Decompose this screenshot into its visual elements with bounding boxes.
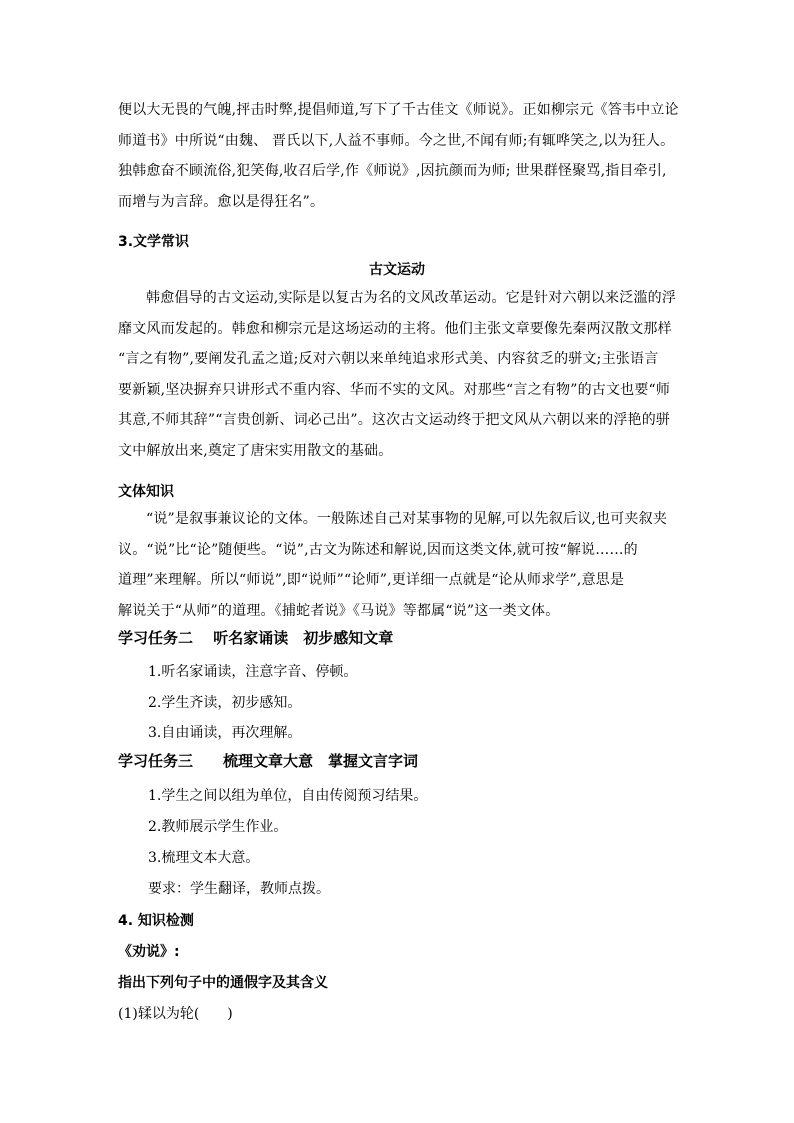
intro-paragraph	[118, 95, 678, 217]
task-3-item: 2.教师展示学生作业。	[148, 819, 288, 835]
paragraph-line: 道理”来理解。所以“师说”,即“说师”“论师”,更详细一点就是“论从师求学”,意思是	[118, 572, 625, 588]
exercise-instruction: 指出下列句子中的通假字及其含义	[118, 975, 328, 991]
task-2-heading: 学习任务二 听名家诵读 初步感知文章	[118, 629, 394, 647]
source-title: 《劝说》:	[118, 944, 180, 960]
variant-character: 𫐓	[137, 1006, 152, 1022]
intro-line: 独韩愈奋不顾流俗,犯笑侮,收召后学,作《师说》,因抗颜而为师; 世果群怪聚骂,指目牵引,	[118, 163, 667, 179]
task-3-item: 1.学生之间以组为单位，自由传阅预习结果。	[148, 788, 428, 804]
intro-line: 师道书》中所说“由魏、 晋氏以下,人益不事师。今之世,不闻有师;有辄哗笑之,以为狂人。	[118, 132, 675, 149]
task-2-item: 1.听名家诵读，注意字音、停顿。	[148, 664, 358, 680]
section-4-heading: 4. 知识检测	[118, 913, 194, 929]
question-number: (1)	[118, 1006, 138, 1022]
genre-paragraph	[118, 504, 678, 626]
paragraph-line: 靡文风而发起的。韩愈和柳宗元是这场运动的主将。他们主张文章要像先秦两汉散文那样	[118, 320, 672, 337]
intro-line: 而增与为言辞。愈以是得狂名”。	[118, 193, 325, 210]
task-2-item: 3.自由诵读，再次理解。	[148, 725, 302, 741]
task-3-heading: 学习任务三 梳理文章大意 掌握文言字词	[118, 752, 419, 770]
task-3-requirement: 要求：学生翻译，教师点拨。	[148, 881, 330, 897]
paragraph-line: 文中解放出来,奠定了唐宋实用散文的基础。	[118, 442, 393, 459]
section-3-subtitle: 古文运动	[369, 262, 425, 278]
ancient-prose-paragraph	[118, 283, 678, 466]
paragraph-line: 议。“说”比“论”随便些。“说”,古文为陈述和解说,因而这类文体,就可按“解说……的	[118, 541, 638, 558]
paragraph-line: 解说关于“从师”的道理。《捕蛇者说》《马说》等都属“说”这一类文体。	[118, 602, 560, 619]
paragraph-line: “言之有物”,要阐发孔孟之道;反对六朝以来单纯追求形式美、内容贫乏的骈文;主张语言	[118, 351, 659, 367]
genre-heading: 文体知识	[118, 484, 174, 500]
question-text: 以为轮( )	[151, 1006, 233, 1022]
task-2-item: 2.学生齐读，初步感知。	[148, 695, 302, 711]
question-1	[118, 1003, 233, 1023]
task-3-item: 3.梳理文本大意。	[148, 850, 260, 866]
paragraph-line: “说”是叙事兼议论的文体。一般陈述自己对某事物的见解,可以先叙后议,也可夹叙夹	[146, 511, 668, 527]
section-3-heading: 3.文学常识	[118, 234, 190, 250]
paragraph-line: 韩愈倡导的古文运动,实际是以复古为名的文风改革运动。它是针对六朝以来泛滥的浮	[146, 290, 677, 306]
paragraph-line: 其意,不师其辞”“言贵创新、词必己出”。这次古文运动终于把文风从六朝以来的浮艳的骈	[118, 412, 671, 428]
intro-line: 便以大无畏的气魄,抨击时弊,提倡师道,写下了千古佳文《师说》。正如柳宗元《答韦中立论	[118, 102, 679, 118]
paragraph-line: 要新颖,坚决摒弃只讲形式不重内容、华而不实的文风。对那些“言之有物”的古文也要“师	[118, 381, 671, 398]
